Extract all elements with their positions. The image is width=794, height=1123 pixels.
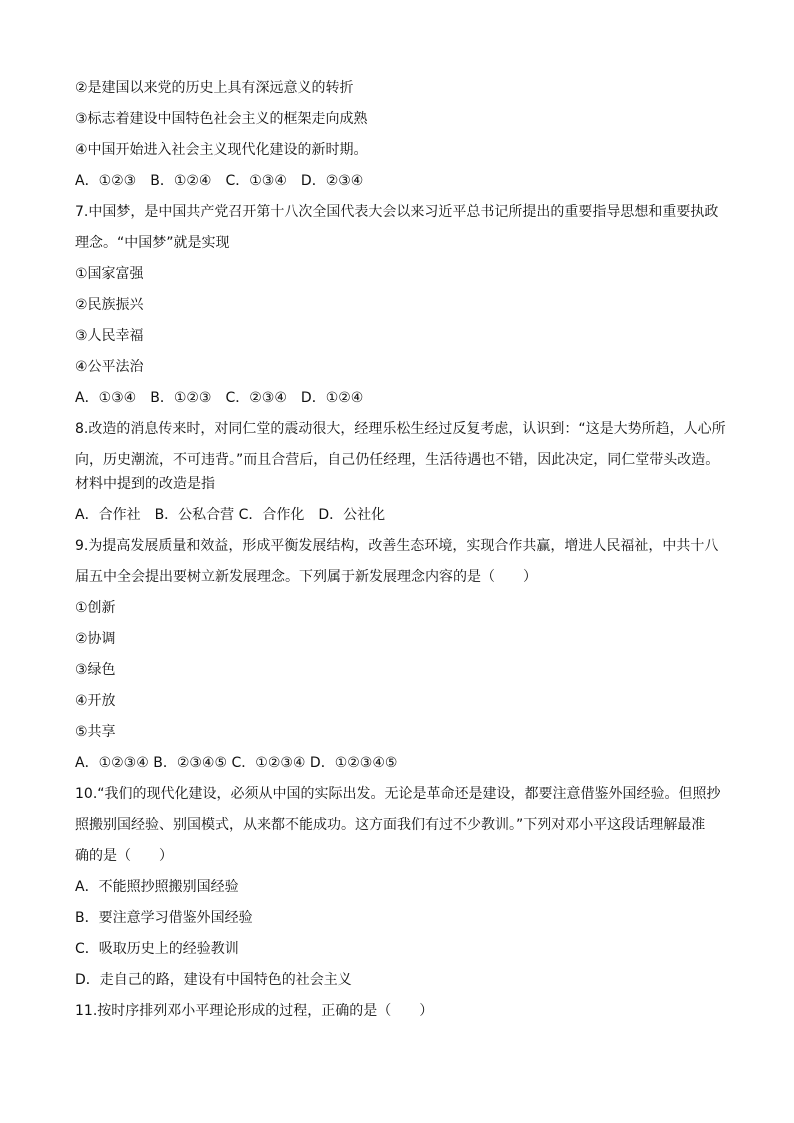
document-page [75, 78, 735, 1021]
q10-option-b: B．要注意学习借鉴外国经验 [75, 910, 253, 926]
q9-item-2: ②协调 [75, 631, 116, 647]
q10-option-a: A．不能照抄照搬别国经验 [75, 879, 239, 895]
q9-item-3: ③绿色 [75, 662, 116, 678]
q9-stem-line-2: 届五中全会提出要树立新发展理念。下列属于新发展理念内容的是（ ） [75, 569, 537, 585]
q7-item-2: ②民族振兴 [75, 297, 144, 313]
q9-choices: A．①②③④ B．②③④⑤ C．①②③④ D．①②③④⑤ [75, 755, 398, 771]
q8-stem-line-1: 8.改造的消息传来时，对同仁堂的震动很大，经理乐松生经过反复考虑，认识到：“这是大势所趋，人心所 [75, 421, 726, 437]
q9-item-4: ④开放 [75, 693, 116, 709]
q7-stem-line-1: 7.中国梦，是中国共产党召开第十八次全国代表大会以来习近平总书记所提出的重要指导思想和重要执政 [75, 204, 719, 220]
q11-stem-line-1: 11.按时序排列邓小平理论形成的过程，正确的是（ ） [75, 1003, 434, 1019]
q8-choices: A．合作社 B．公私合营 C．合作化 D．公社化 [75, 507, 386, 523]
q8-stem-line-3: 材料中提到的改造是指 [75, 476, 215, 492]
q9-stem-line-1: 9.为提高发展质量和效益，形成平衡发展结构，改善生态环境，实现合作共赢，增进人民福祉，中共十八 [75, 538, 719, 554]
q6-item-4: ④中国开始进入社会主义现代化建设的新时期。 [75, 142, 368, 158]
q10-stem-line-2: 照搬别国经验、别国模式，从来都不能成功。这方面我们有过不少教训。”下列对邓小平这段话理解最准 [75, 817, 706, 833]
q10-stem-line-1: 10.“我们的现代化建设，必须从中国的实际出发。无论是革命还是建设，都要注意借鉴外国经验。但照抄 [75, 786, 721, 802]
q7-stem-line-2: 理念。“中国梦”就是实现 [75, 235, 230, 251]
q6-item-2: ②是建国以来党的历史上具有深远意义的转折 [75, 80, 354, 96]
q7-item-1: ①国家富强 [75, 266, 144, 282]
q9-item-5: ⑤共享 [75, 724, 116, 740]
q6-item-3: ③标志着建设中国特色社会主义的框架走向成熟 [75, 111, 368, 127]
q10-option-c: C．吸取历史上的经验教训 [75, 941, 239, 957]
q6-choices: A．①②③ B．①②④ C．①③④ D．②③④ [75, 173, 364, 189]
q9-item-1: ①创新 [75, 600, 116, 616]
q8-stem-line-2: 向，历史潮流，不可违背。”而且合营后，自己仍任经理，生活待遇也不错，因此决定，同仁堂带头改造。 [75, 452, 720, 468]
q7-choices: A．①③④ B．①②③ C．②③④ D．①②④ [75, 390, 364, 406]
q7-item-4: ④公平法治 [75, 359, 144, 375]
q10-option-d: D．走自己的路，建设有中国特色的社会主义 [75, 972, 352, 988]
q7-item-3: ③人民幸福 [75, 328, 144, 344]
q10-stem-line-3: 确的是（ ） [75, 848, 173, 864]
